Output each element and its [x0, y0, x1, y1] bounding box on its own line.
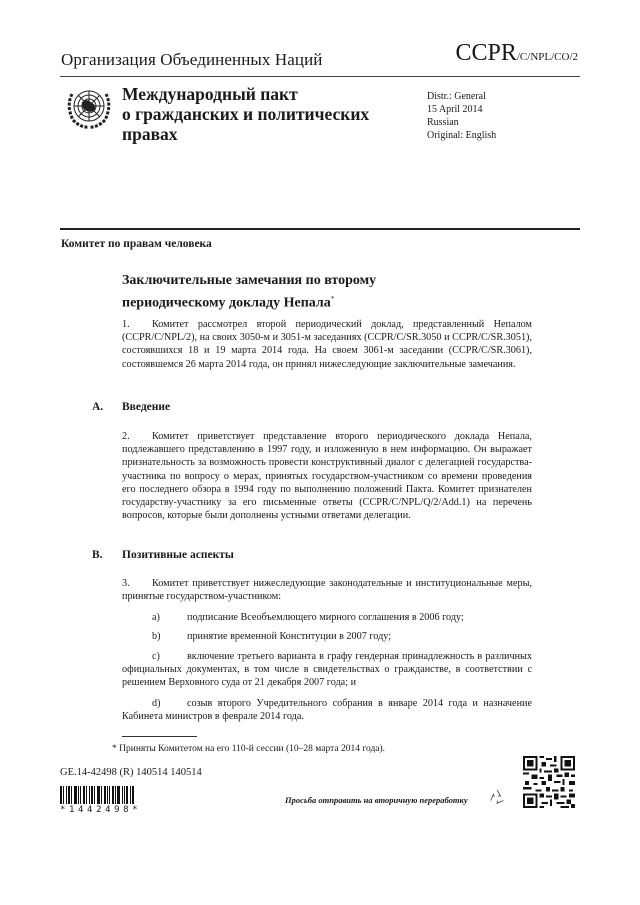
footnote: * Приняты Комитетом на его 110-й сессии (10–28 марта 2014 года). [112, 744, 386, 754]
paragraph-2 [122, 430, 532, 522]
cover-title-line: Международный пакт [122, 84, 298, 104]
paragraph-text: Комитет приветствует нижеследующие законодательные и институциональные меры, принятые государством-участником: [122, 578, 532, 603]
distr-line: Distr.: General [427, 91, 486, 102]
organization-name: Организация Объединенных Наций [61, 50, 323, 69]
header-rule [60, 76, 580, 77]
section-letter: B. [92, 549, 103, 561]
barcode-number: *1442498* [60, 805, 142, 815]
paragraph-text: Комитет приветствует представление второго периодического доклада Непала, подлежавшего представлению в 1997 году, и изложенную в нем информацию. Он выражает признательность за возможность провести конструктивный диалог с делегацией государства-участника по вопросу о мерах, принятых государством-участником со времени проведения его последнего обзора в 1994 году по выполнению положений Пакта. Комитет признателен государству-участнику за его письменные ответы (CCPR/C/NPL/Q/2/Add.1) на перечень вопросов, которые были дополнены устными ответами делегации. [122, 431, 532, 522]
document-symbol [456, 40, 579, 67]
paragraph-3 [122, 577, 532, 603]
document-title [122, 272, 376, 313]
un-emblem-icon [64, 82, 114, 132]
cover-title-line: правах [122, 124, 178, 144]
title-line: Заключительные замечания по второму [122, 273, 377, 288]
language-line: Russian [427, 117, 459, 128]
cover-title-line: о гражданских и политических [122, 104, 370, 124]
list-item [122, 611, 532, 624]
paragraph-number: 2. [122, 431, 130, 442]
section-title: Введение [122, 401, 171, 413]
list-text: включение третьего варианта в графу гендерная принадлежность в различных официальных документах, в том числе в свидетельствах о гражданстве, в соответствии с решением Верховного суда от 21 декабря 2007 года; и [122, 651, 532, 689]
barcode-icon [60, 786, 150, 804]
list-text: созыв второго Учредительного собрания в январе 2014 года и назначение Кабинета министров в феврале 2014 года. [122, 698, 532, 723]
cover-title [122, 84, 369, 144]
section-a-heading [92, 401, 170, 413]
distribution-info [427, 90, 496, 142]
list-label: c) [152, 651, 160, 662]
job-number: GE.14-42498 (R) 140514 140514 [60, 767, 202, 778]
original-language-line: Original: English [427, 130, 497, 141]
footnote-mark: * [330, 295, 335, 303]
paragraph-text: Комитет рассмотрел второй периодический доклад, представленный Непалом (CCPR/C/NPL/2), на своих 3050-м и 3051-м заседаниях (CCPR/C/SR.3050 и CCPR/C/SR.3051), состоявшихся 18 и 19 марта 2014 года. На своем 3061-м заседании (CCPR/C/SR.3061), состоявшемся 26 марта 2014 года, он принял нижеследующие заключительные замечания. [122, 319, 532, 370]
list-label: d) [152, 698, 161, 709]
list-label: a) [152, 612, 160, 623]
qr-code-icon [523, 756, 575, 808]
paragraph-number: 3. [122, 578, 130, 589]
list-text: подписание Всеобъемлющего мирного соглашения в 2006 году; [187, 612, 464, 623]
list-item [122, 650, 532, 690]
committee-name: Комитет по правам человека [61, 238, 212, 250]
list-text: принятие временной Конституции в 2007 году; [187, 631, 392, 642]
paragraph-number: 1. [122, 319, 130, 330]
recycle-icon [488, 788, 506, 806]
cover-rule [60, 228, 580, 230]
list-item [122, 697, 532, 723]
list-label: b) [152, 631, 161, 642]
section-letter: A. [92, 401, 104, 413]
list-item [122, 630, 532, 643]
paragraph-1 [122, 318, 532, 371]
date-line: 15 April 2014 [427, 104, 483, 115]
section-b-heading [92, 549, 234, 561]
symbol-main: CCPR [455, 40, 517, 66]
title-line: периодическому докладу Непала [122, 295, 331, 311]
footnote-rule [122, 736, 197, 737]
recycle-notice: Просьба отправить на вторичную переработку [285, 795, 468, 805]
section-title: Позитивные аспекты [122, 549, 234, 561]
symbol-sub: /C/NPL/CO/2 [516, 51, 578, 63]
